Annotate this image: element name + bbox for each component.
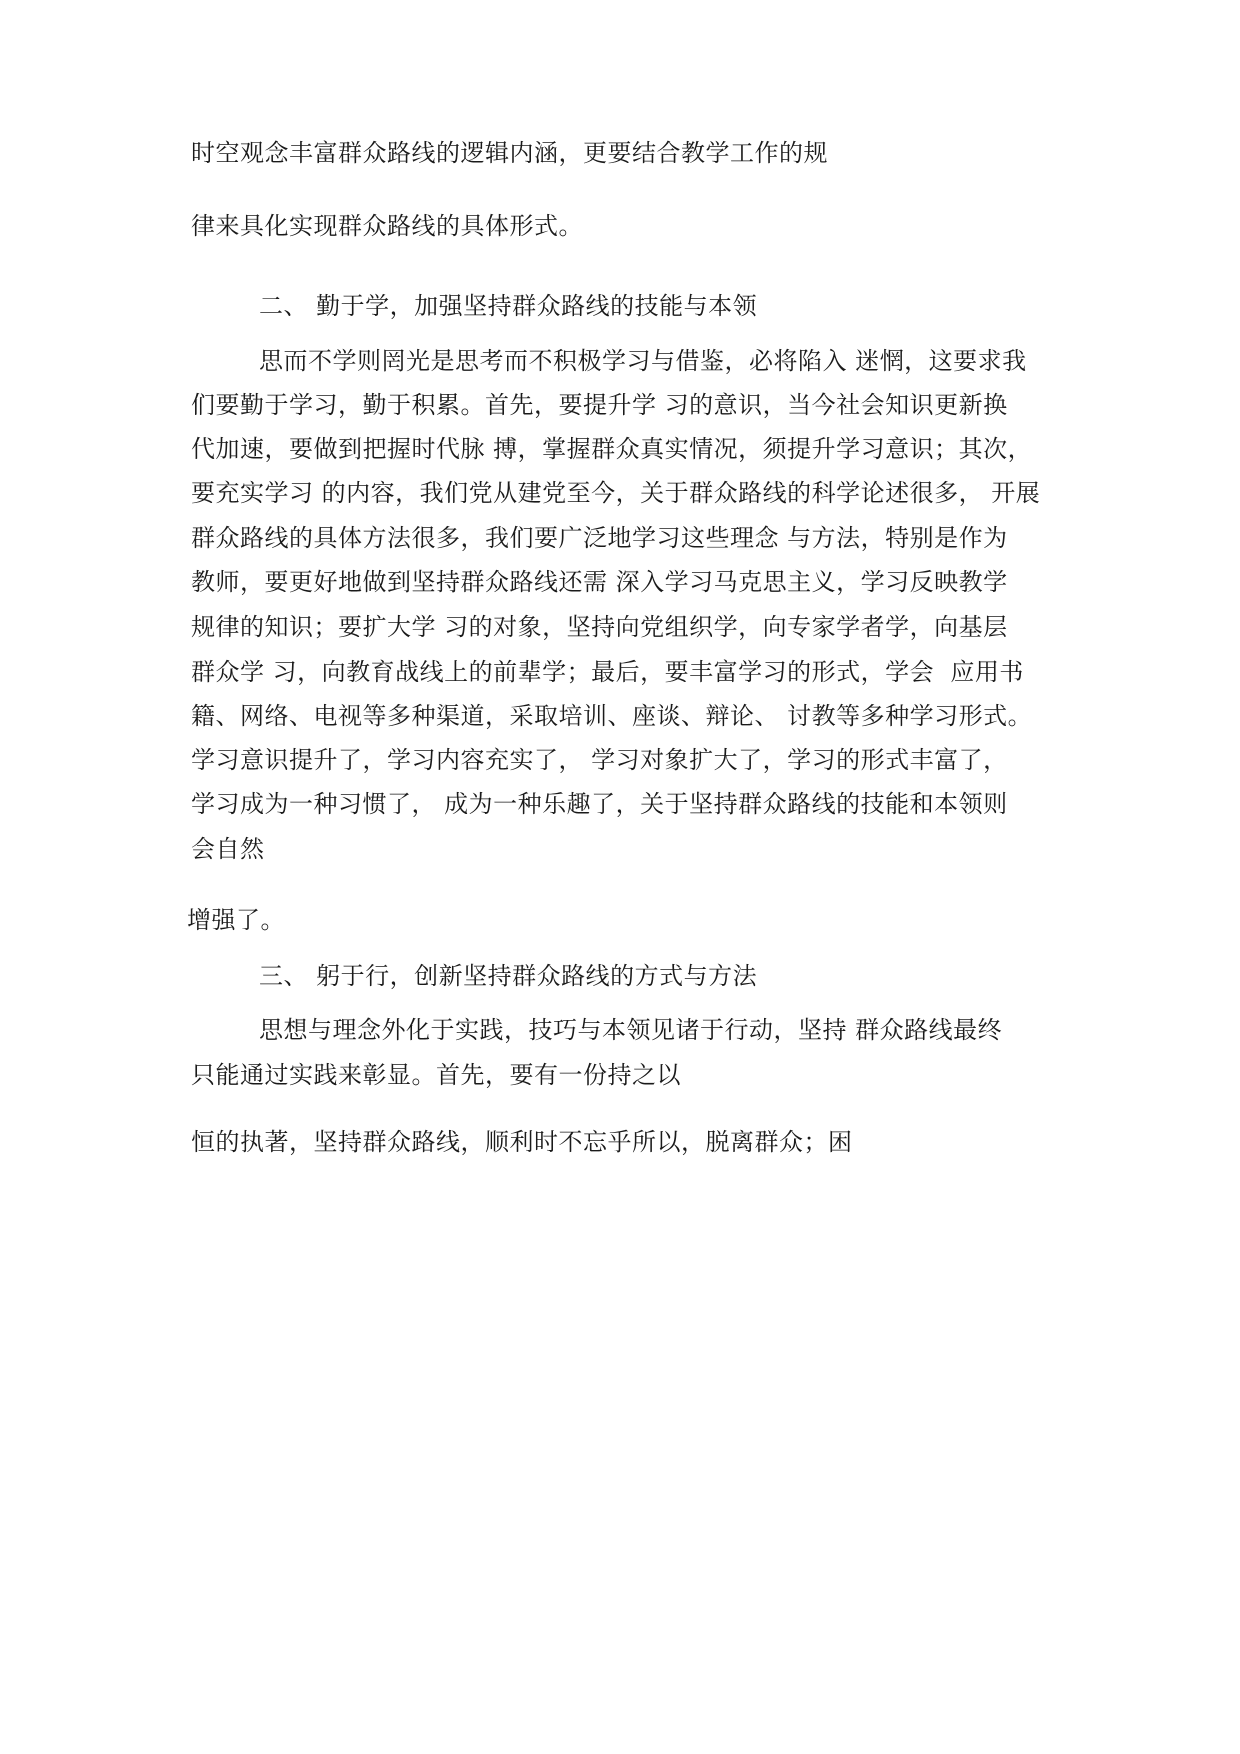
text-line: 律来具化实现群众路线的具体形式。: [191, 212, 583, 240]
text-line: 要充实学习 的内容，我们党从建党至今，关于群众路线的科学论述很多， 开展: [191, 479, 1041, 507]
section-heading: 二、 勤于学，加强坚持群众路线的技能与本领: [259, 292, 758, 320]
text-line: 只能通过实践来彰显。首先，要有一份持之以: [191, 1061, 681, 1089]
text-line: 时空观念丰富群众路线的逻辑内涵，更要结合教学工作的规: [191, 139, 828, 167]
text-line: 学习意识提升了，学习内容充实了， 学习对象扩大了，学习的形式丰富了，: [191, 746, 1008, 774]
text-line: 学习成为一种习惯了， 成为一种乐趣了，关于坚持群众路线的技能和本领则: [191, 790, 1008, 818]
text-line: 代加速，要做到把握时代脉 搏，掌握群众真实情况，须提升学习意识；其次，: [191, 435, 1033, 463]
text-line: 群众学 习，向教育战线上的前辈学；最后，要丰富学习的形式，学会 应用书: [191, 658, 1024, 686]
text-line: 教师，要更好地做到坚持群众路线还需 深入学习马克思主义，学习反映教学: [191, 568, 1008, 596]
text-line: 会自然: [191, 835, 265, 863]
text-line: 增强了。: [187, 906, 285, 934]
section-heading: 三、 躬于行，创新坚持群众路线的方式与方法: [259, 962, 758, 990]
text-line: 籍、网络、电视等多种渠道，采取培训、座谈、辩论、 讨教等多种学习形式。: [191, 702, 1033, 730]
text-line: 们要勤于学习，勤于积累。首先，要提升学 习的意识，当今社会知识更新换: [191, 391, 1008, 419]
text-line: 恒的执著，坚持群众路线，顺利时不忘乎所以，脱离群众；困: [191, 1128, 853, 1156]
text-line: 规律的知识；要扩大学 习的对象，坚持向党组织学，向专家学者学，向基层: [191, 613, 1008, 641]
text-line: 群众路线的具体方法很多，我们要广泛地学习这些理念 与方法，特别是作为: [191, 524, 1008, 552]
text-line: 思而不学则罔光是思考而不积极学习与借鉴，必将陷入 迷惘，这要求我: [259, 347, 1027, 375]
text-line: 思想与理念外化于实践，技巧与本领见诸于行动，坚持 群众路线最终: [259, 1016, 1003, 1044]
